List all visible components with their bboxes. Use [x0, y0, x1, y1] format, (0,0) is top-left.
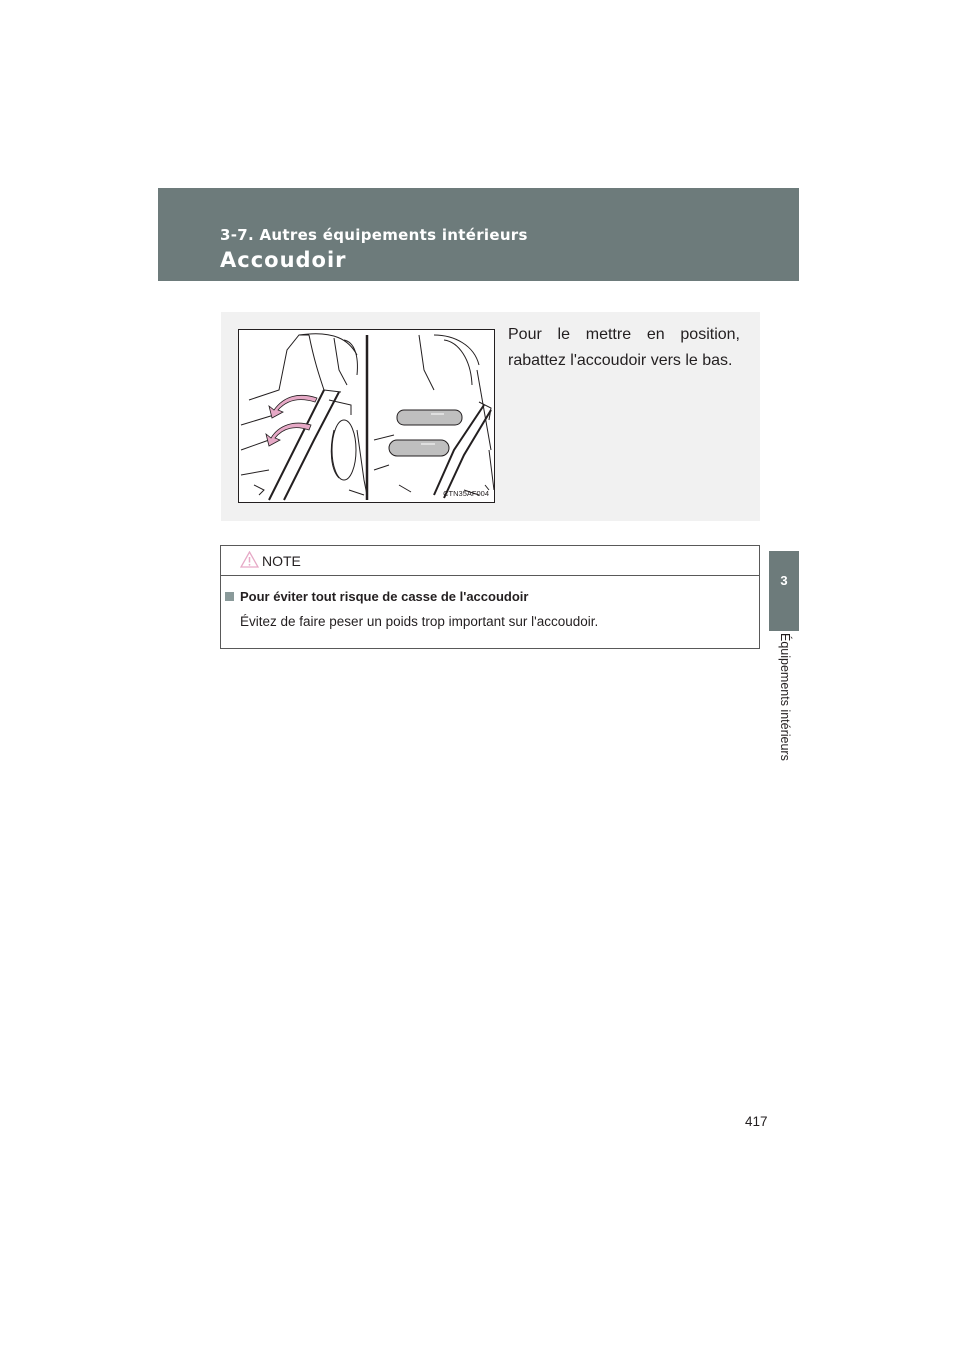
- square-bullet-icon: [225, 592, 234, 601]
- figure-code: CTN35AF004: [443, 489, 489, 498]
- armrest-drawing: [239, 330, 496, 504]
- note-label: NOTE: [262, 553, 301, 569]
- chapter-tab[interactable]: [769, 551, 799, 631]
- chapter-number: 3: [780, 573, 788, 588]
- note-heading: [225, 589, 528, 604]
- instruction-text: Pour le mettre en position, rabattez l'accoudoir vers le bas.: [508, 326, 740, 369]
- page-number: 417: [745, 1114, 768, 1129]
- armrest-illustration: [238, 329, 495, 503]
- chapter-label: Équipements intérieurs: [778, 633, 792, 761]
- note-text: Évitez de faire peser un poids trop important sur l'accoudoir.: [240, 614, 599, 629]
- note-box: [220, 545, 760, 649]
- section-label: 3-7. Autres équipements intérieurs: [220, 226, 528, 244]
- header-band: [158, 188, 799, 281]
- page-title: Accoudoir: [220, 248, 347, 272]
- figure-panel: [221, 312, 760, 521]
- note-heading-text: Pour éviter tout risque de casse de l'accoudoir: [240, 589, 529, 604]
- note-header: [221, 546, 759, 576]
- warning-triangle-icon: [240, 551, 259, 568]
